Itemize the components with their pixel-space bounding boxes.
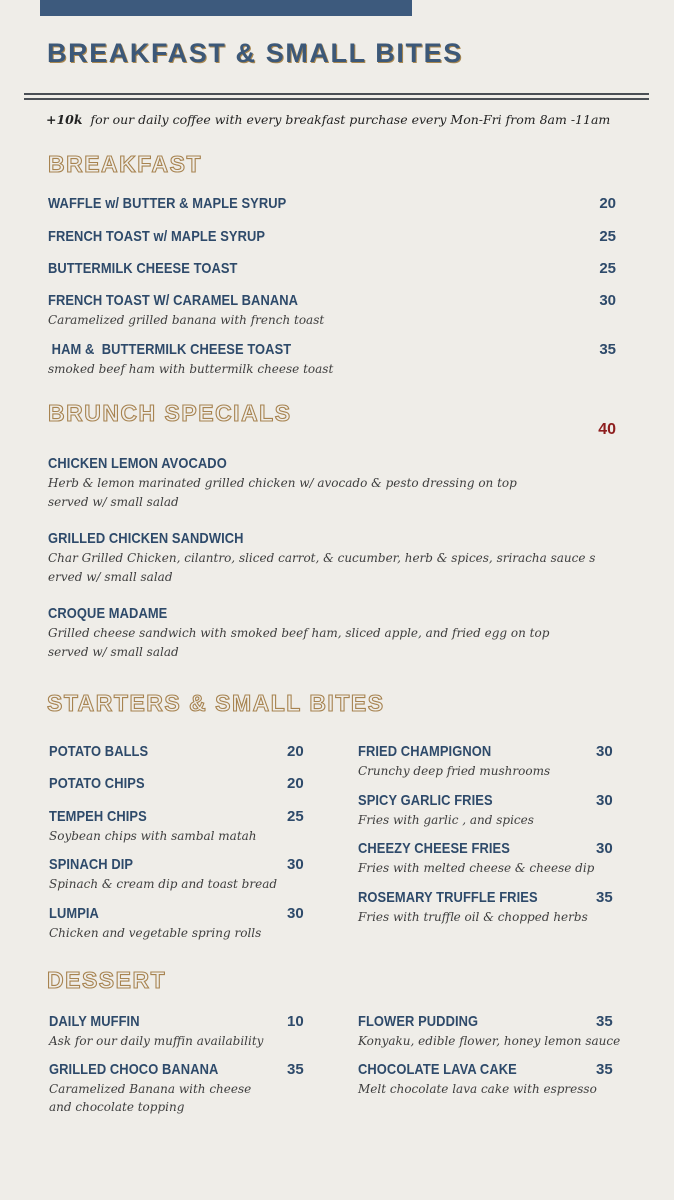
item-description: smoked beef ham with buttermilk cheese toast	[48, 362, 334, 376]
promo-price: +10k	[46, 112, 83, 127]
item-price: 20	[599, 195, 616, 212]
item-name: SPINACH DIP	[49, 856, 134, 873]
item-name: FLOWER PUDDING	[358, 1013, 479, 1030]
item-name: FRENCH TOAST w/ MAPLE SYRUP	[48, 228, 266, 245]
item-name: POTATO CHIPS	[49, 775, 145, 792]
item-name: GRILLED CHOCO BANANA	[49, 1061, 219, 1078]
menu-item-waffle	[48, 195, 325, 212]
item-name: CHOCOLATE LAVA CAKE	[358, 1061, 517, 1078]
menu-item-flower-pudding	[358, 1013, 620, 1050]
item-name: HAM & BUTTERMILK CHEESE TOAST	[48, 341, 292, 358]
menu-item-croque-madame	[48, 605, 549, 661]
item-price: 10	[287, 1013, 304, 1030]
promo-text: for our daily coffee with every breakfast purchase every Mon-Fri from 8am -11am	[90, 112, 611, 127]
item-price: 25	[287, 808, 304, 825]
item-description-line1: Grilled cheese sandwich with smoked beef ham, sliced apple, and fried egg on top	[48, 626, 550, 640]
item-name: CHICKEN LEMON AVOCADO	[48, 455, 227, 472]
item-description-line1: Char Grilled Chicken, cilantro, sliced carrot, & cucumber, herb & spices, sriracha sauce s	[48, 551, 596, 565]
menu-item-chocolate-lava-cake	[358, 1061, 597, 1098]
item-name: TEMPEH CHIPS	[49, 808, 147, 825]
menu-item-french-toast-banana	[48, 292, 339, 329]
item-name: CHEEZY CHEESE FRIES	[358, 840, 510, 857]
item-description-line2: erved w/ small salad	[48, 570, 173, 584]
section-title-brunch: BRUNCH SPECIALS	[48, 400, 292, 426]
item-price: 35	[596, 1061, 613, 1078]
item-description-line1: Konyaku, edible flower, honey lemon sauce	[358, 1034, 621, 1048]
item-description: Fries with melted cheese & cheese dip	[358, 861, 595, 875]
item-price: 25	[599, 260, 616, 277]
promo-note	[46, 112, 610, 127]
item-name: SPICY GARLIC FRIES	[358, 792, 493, 809]
menu-item-rosemary-truffle-fries	[358, 889, 588, 926]
item-name: CROQUE MADAME	[48, 605, 168, 622]
item-name: FRIED CHAMPIGNON	[358, 743, 492, 760]
item-price: 35	[596, 889, 613, 906]
menu-item-cheezy-cheese-fries	[358, 840, 594, 877]
item-price: 25	[599, 228, 616, 245]
item-name: BUTTERMILK CHEESE TOAST	[48, 260, 238, 277]
item-price: 20	[287, 743, 304, 760]
item-description: Fries with garlic , and spices	[358, 813, 534, 827]
item-description: Crunchy deep fried mushrooms	[358, 764, 551, 778]
item-description: Spinach & cream dip and toast bread	[49, 877, 278, 891]
item-description: Caramelized grilled banana with french toast	[48, 313, 325, 327]
menu-item-french-toast-maple	[48, 228, 300, 245]
page-title: BREAKFAST & SMALL BITES	[47, 38, 463, 68]
item-price: 30	[596, 743, 613, 760]
menu-item-spinach-dip	[49, 856, 277, 893]
menu-item-tempeh-chips	[49, 808, 257, 845]
item-name: ROSEMARY TRUFFLE FRIES	[358, 889, 538, 906]
item-description-line1: Melt chocolate lava cake with espresso	[358, 1082, 597, 1096]
section-title-dessert: DESSERT	[47, 967, 167, 993]
item-name: FRENCH TOAST W/ CARAMEL BANANA	[48, 292, 299, 309]
item-description-line2: served w/ small salad	[48, 645, 179, 659]
item-price: 30	[596, 792, 613, 809]
item-description-line1: Herb & lemon marinated grilled chicken w/ avocado & pesto dressing on top	[48, 476, 517, 490]
item-name: DAILY MUFFIN	[49, 1013, 140, 1030]
item-description-line1: Caramelized Banana with cheese	[49, 1082, 252, 1096]
item-name: POTATO BALLS	[49, 743, 149, 760]
item-price: 35	[599, 341, 616, 358]
menu-item-lumpia	[49, 905, 261, 942]
item-name: WAFFLE w/ BUTTER & MAPLE SYRUP	[48, 195, 287, 212]
item-description: Chicken and vegetable spring rolls	[49, 926, 262, 940]
item-price: 30	[287, 856, 304, 873]
header-divider-top	[24, 93, 649, 95]
section-title-starters: STARTERS & SMALL BITES	[47, 690, 385, 716]
menu-item-grilled-chicken-sandwich	[48, 530, 595, 586]
menu-item-chicken-lemon-avocado	[48, 455, 517, 511]
item-description-line2: served w/ small salad	[48, 495, 179, 509]
item-name: LUMPIA	[49, 905, 99, 922]
item-price: 35	[596, 1013, 613, 1030]
menu-item-daily-muffin	[49, 1013, 263, 1050]
menu-item-potato-chips	[49, 775, 160, 792]
item-description: Soybean chips with sambal matah	[49, 829, 257, 843]
menu-item-spicy-garlic-fries	[358, 792, 534, 829]
menu-item-fried-champignon	[358, 743, 550, 780]
top-accent-bar	[40, 0, 412, 16]
header-divider-bottom	[24, 98, 649, 100]
item-price: 30	[599, 292, 616, 309]
item-price: 35	[287, 1061, 304, 1078]
item-price: 30	[287, 905, 304, 922]
menu-item-grilled-choco-banana	[49, 1061, 251, 1116]
item-price: 20	[287, 775, 304, 792]
item-name: GRILLED CHICKEN SANDWICH	[48, 530, 244, 547]
menu-item-buttermilk-cheese-toast	[48, 260, 268, 277]
brunch-price: 40	[598, 421, 616, 438]
menu-item-ham-cheese-toast	[48, 341, 333, 378]
menu-item-potato-balls	[49, 743, 164, 760]
item-price: 30	[596, 840, 613, 857]
item-description: Fries with truffle oil & chopped herbs	[358, 910, 588, 924]
item-description-line1: Ask for our daily muffin availability	[49, 1034, 264, 1048]
item-description-line2: and chocolate topping	[49, 1100, 185, 1114]
section-title-breakfast: BREAKFAST	[48, 151, 203, 177]
